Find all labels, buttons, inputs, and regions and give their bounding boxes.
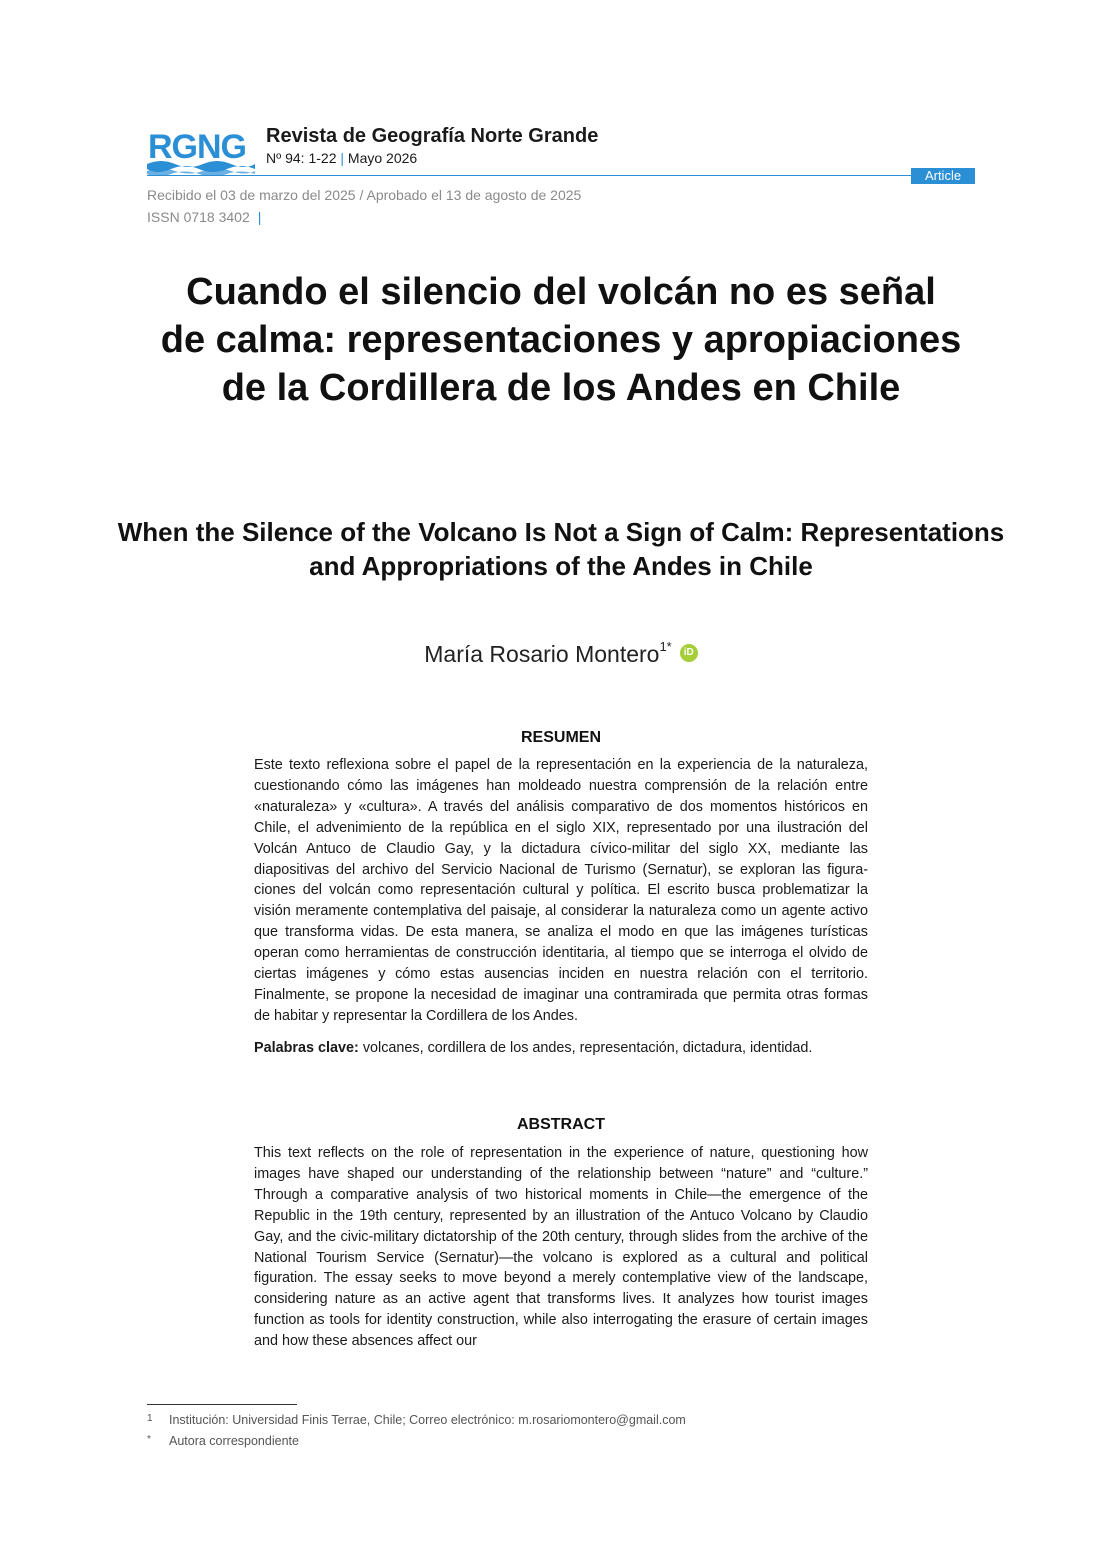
keywords (254, 1038, 868, 1059)
issn: ISSN 0718 3402 (147, 209, 250, 225)
received-dates: Recibido el 03 de marzo del 2025 / Aprobado el 13 de agosto de 2025 (147, 187, 582, 203)
footnote-mark: 1 (147, 1413, 153, 1424)
logo-text: RGNG (148, 128, 246, 166)
issn-line (147, 209, 261, 225)
article-type-badge: Article (911, 168, 975, 184)
abstract-heading: ABSTRACT (517, 1116, 605, 1133)
journal-logo-graphic (147, 128, 255, 176)
header-rule (147, 175, 975, 176)
author-affiliation-marks: 1* (659, 639, 672, 654)
author-line (0, 641, 1093, 668)
orcid-icon[interactable]: iD (680, 644, 698, 662)
author-name: María Rosario Montero (424, 641, 660, 667)
issue-date: Mayo 2026 (347, 150, 418, 166)
footnote-text: Autora correspondiente (169, 1434, 299, 1448)
issue-line (266, 150, 417, 166)
footnote-mark: * (147, 1434, 151, 1445)
resumen-text: Este texto reflexiona sobre el papel de la representación en la experiencia de la naturaleza, cuestionando cómo las imágenes han moldeado nuestra comprensión de la relación entre «naturaleza» y «cultura». A través del análisis comparativo de dos momentos históricos en Chile, el advenimiento de la república en el siglo XIX, representado por una ilustración del Volcán Antuco de Claudio Gay, y la dictadura cívico-militar del siglo XX, mediante las diapositivas del archivo del Servicio Nacional de Turismo (Sernatur), se exploran las figuraciones del volcán como representación cultural y política. El escrito busca problematizar la visión meramente contemplativa del paisaje, al considerar la naturaleza como un agente activo que transforma vidas. De esta manera, se analiza el modo en que las imágenes turísticas operan como herramientas de construcción identitaria, al tiempo que se interroga el olvido de ciertas imágenes y cómo estas ausencias inciden en nuestra relación con el territorio. Finalmente, se propone la necesidad de imaginar una contramirada que permita otras formas de habitar y representar la Cordillera de los Andes. (254, 757, 868, 1024)
keywords-list: volcanes, cordillera de los andes, representación, dictadura, identidad. (362, 1040, 813, 1056)
title-english: When the Silence of the Volcano Is Not a Sign of Calm: Representations and Appropriations of the Andes in Chile (117, 517, 1005, 581)
abstract-text: This text reflects on the role of representation in the experience of nature, questioning how images have shaped our understanding of the relationship between “nature” and “culture.” Through a comparative analysis of two historical moments in Chile—the emergence of the Republic in the 19th century, represented by an illustration of the Antuco Volcano by Claudio Gay, and the civic-military dictatorship of the 20th century, through slides from the archive of the National Tourism Service (Sernatur)—the volcano is explored as a cultural and political figuration. The essay seeks to move beyond a merely contemplative view of the landscape, considering nature as an active agent that transforms lives. It analyzes how tourist images function as tools for identity construction, while also interrogating the erasure of certain images and how these absences affect our (254, 1145, 868, 1350)
issue-separator: | (340, 150, 345, 166)
journal-logo (147, 128, 255, 176)
keywords-label: Palabras clave: (254, 1040, 359, 1056)
issue-number: Nº 94: 1-22 (266, 150, 337, 166)
resumen-heading: RESUMEN (520, 729, 601, 746)
footnote-text: Institución: Universidad Finis Terrae, Chile; Correo electrónico: m.rosariomontero@gmail.com (169, 1413, 686, 1427)
footnote (147, 1434, 299, 1448)
title-spanish: Cuando el silencio del volcán no es señal de calma: representaciones y apropiaciones de la Cordillera de los Andes en Chile (160, 271, 962, 409)
issn-separator: | (257, 209, 262, 225)
footnote-rule (147, 1404, 297, 1405)
footnote (147, 1413, 686, 1427)
journal-title: Revista de Geografía Norte Grande (266, 125, 599, 147)
